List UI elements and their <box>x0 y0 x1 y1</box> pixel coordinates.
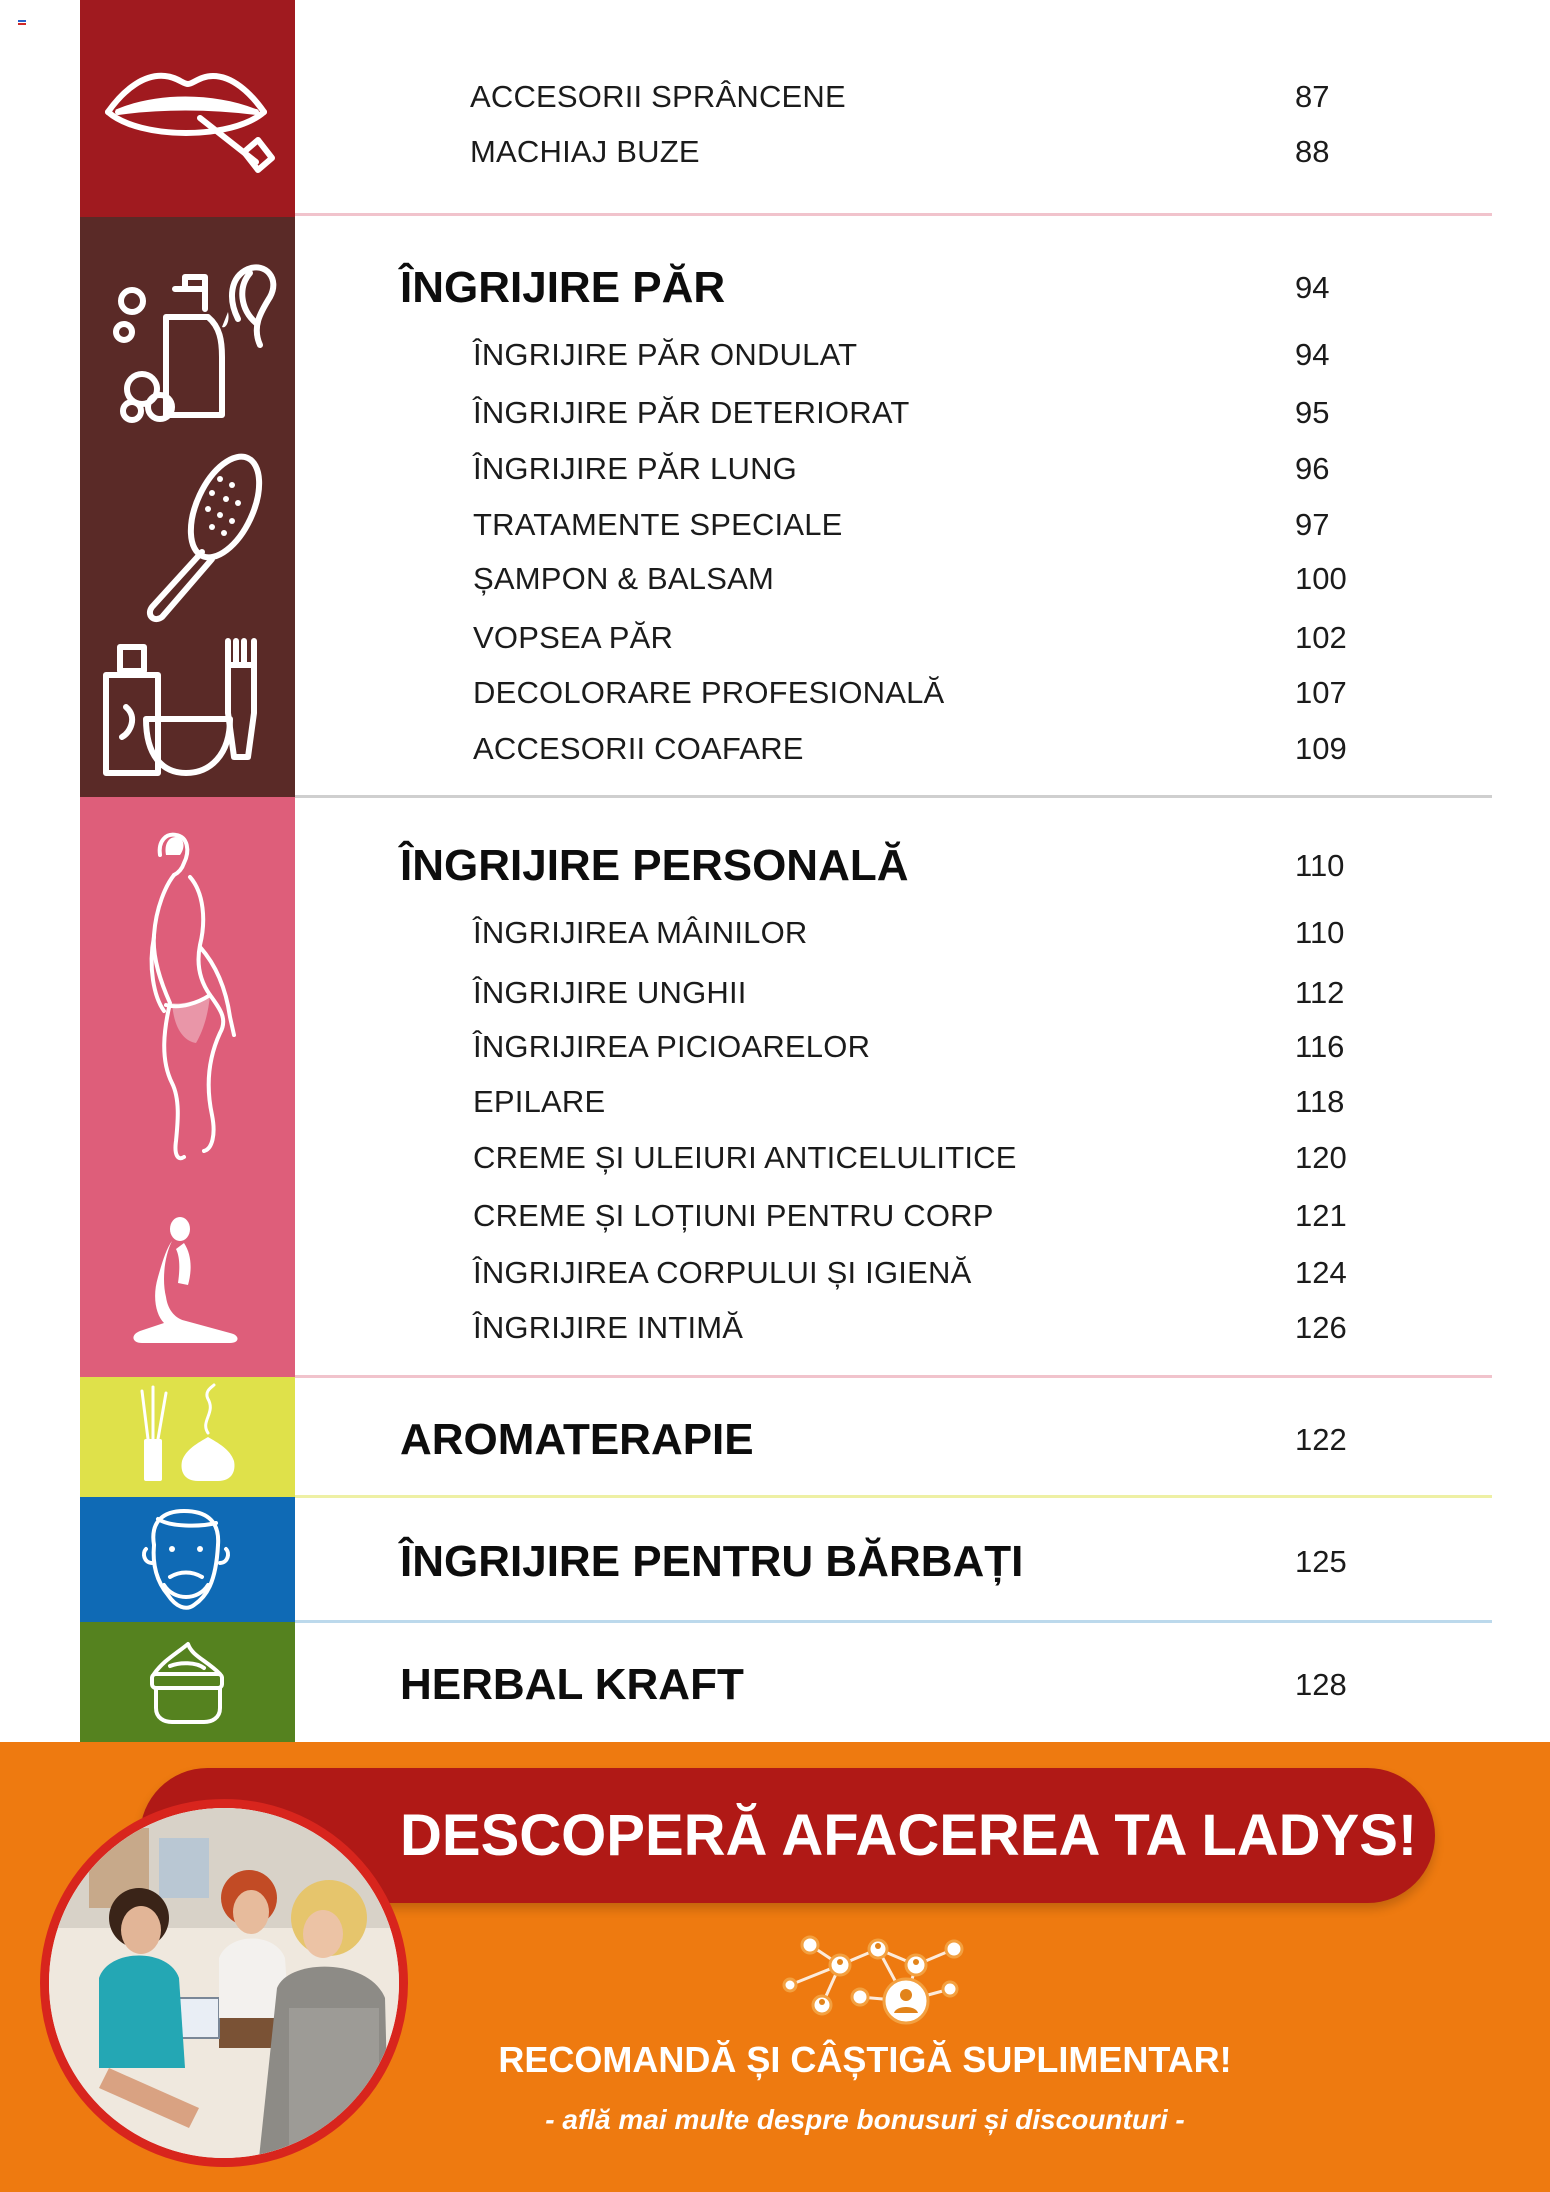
entry-label: ÎNGRIJIREA CORPULUI ȘI IGIENĂ <box>473 1255 972 1290</box>
toc-entry[interactable] <box>0 1138 1550 1178</box>
entry-label: ÎNGRIJIREA MÂINILOR <box>473 915 808 950</box>
page-marker <box>18 20 26 26</box>
entry-label: ÎNGRIJIRE UNGHII <box>473 975 747 1010</box>
divider-personala <box>295 1375 1492 1378</box>
entry-label: ACCESORII COAFARE <box>473 731 804 766</box>
toc-entry[interactable] <box>0 1027 1550 1067</box>
entry-label: EPILARE <box>473 1084 606 1119</box>
toc-category-herbal[interactable] <box>0 1655 1550 1715</box>
entry-label: MACHIAJ BUZE <box>470 134 700 169</box>
category-page: 122 <box>1295 1422 1347 1457</box>
category-page: 125 <box>1295 1544 1347 1579</box>
toc-entry[interactable] <box>0 77 1550 117</box>
divider-par <box>295 795 1492 798</box>
entry-page: 94 <box>1295 337 1330 372</box>
entry-page: 87 <box>1295 79 1330 114</box>
entry-page: 95 <box>1295 395 1330 430</box>
toc-entry[interactable] <box>0 618 1550 658</box>
category-title: ÎNGRIJIRE PERSONALĂ <box>400 841 909 890</box>
toc-entry[interactable] <box>0 1082 1550 1122</box>
toc-category-aromaterapie[interactable] <box>0 1410 1550 1470</box>
category-page: 94 <box>1295 270 1330 305</box>
network-people-icon <box>770 1925 970 2035</box>
promo-footer <box>0 1742 1550 2192</box>
category-title: ÎNGRIJIRE PĂR <box>400 263 726 312</box>
toc-entry[interactable] <box>0 913 1550 953</box>
entry-page: 100 <box>1295 561 1347 596</box>
toc-entry[interactable] <box>0 1308 1550 1348</box>
entry-page: 96 <box>1295 451 1330 486</box>
toc-entry[interactable] <box>0 559 1550 599</box>
entry-page: 97 <box>1295 507 1330 542</box>
toc-entry[interactable] <box>0 335 1550 375</box>
entry-label: ÎNGRIJIRE PĂR DETERIORAT <box>473 395 910 430</box>
entry-label: ȘAMPON & BALSAM <box>473 561 775 596</box>
entry-page: 124 <box>1295 1255 1347 1290</box>
promo-title: DESCOPERĂ AFACEREA TA LADYS! <box>400 1803 1418 1868</box>
toc-entry[interactable] <box>0 1253 1550 1293</box>
entry-label: ÎNGRIJIRE PĂR ONDULAT <box>473 337 858 372</box>
category-title: HERBAL KRAFT <box>400 1660 744 1709</box>
entry-label: ACCESORII SPRÂNCENE <box>470 79 846 114</box>
entry-label: ÎNGRIJIRE INTIMĂ <box>473 1310 744 1345</box>
entry-label: ÎNGRIJIREA PICIOARELOR <box>473 1029 871 1064</box>
entry-label: VOPSEA PĂR <box>473 620 674 655</box>
toc-entry[interactable] <box>0 729 1550 769</box>
divider-aromaterapie <box>295 1495 1492 1498</box>
entry-page: 116 <box>1295 1029 1345 1064</box>
entry-label: CREME ȘI LOȚIUNI PENTRU CORP <box>473 1198 994 1233</box>
entry-page: 88 <box>1295 134 1330 169</box>
toc-category-barbati[interactable] <box>0 1532 1550 1592</box>
category-title: ÎNGRIJIRE PENTRU BĂRBAȚI <box>400 1537 1024 1586</box>
toc-entry[interactable] <box>0 673 1550 713</box>
entry-page: 126 <box>1295 1310 1347 1345</box>
entry-page: 121 <box>1295 1198 1347 1233</box>
toc-entry[interactable] <box>0 393 1550 433</box>
category-page: 110 <box>1295 848 1345 883</box>
toc-entry[interactable] <box>0 1196 1550 1236</box>
entry-page: 112 <box>1295 975 1345 1010</box>
divider-barbati <box>295 1620 1492 1623</box>
toc-entry[interactable] <box>0 505 1550 545</box>
divider-machiaj <box>295 213 1492 216</box>
entry-label: CREME ȘI ULEIURI ANTICELULITICE <box>473 1140 1017 1175</box>
category-page: 128 <box>1295 1667 1347 1702</box>
entry-page: 102 <box>1295 620 1347 655</box>
toc-category-par[interactable] <box>0 258 1550 318</box>
entry-page: 120 <box>1295 1140 1347 1175</box>
entry-page: 107 <box>1295 675 1347 710</box>
category-title: AROMATERAPIE <box>400 1415 754 1464</box>
entry-page: 118 <box>1295 1084 1345 1119</box>
entry-label: TRATAMENTE SPECIALE <box>473 507 843 542</box>
promo-note[interactable]: - află mai multe despre bonusuri și discounturi - <box>545 2104 1185 2135</box>
entry-label: ÎNGRIJIRE PĂR LUNG <box>473 451 797 486</box>
toc-category-personala[interactable] <box>0 836 1550 896</box>
toc-entry[interactable] <box>0 973 1550 1013</box>
entry-page: 110 <box>1295 915 1345 950</box>
toc-entry[interactable] <box>0 132 1550 172</box>
entry-label: DECOLORARE PROFESIONALĂ <box>473 675 945 710</box>
toc-entry[interactable] <box>0 449 1550 489</box>
entry-page: 109 <box>1295 731 1347 766</box>
promo-subtitle: RECOMANDĂ ȘI CÂȘTIGĂ SUPLIMENTAR! <box>498 2039 1232 2080</box>
